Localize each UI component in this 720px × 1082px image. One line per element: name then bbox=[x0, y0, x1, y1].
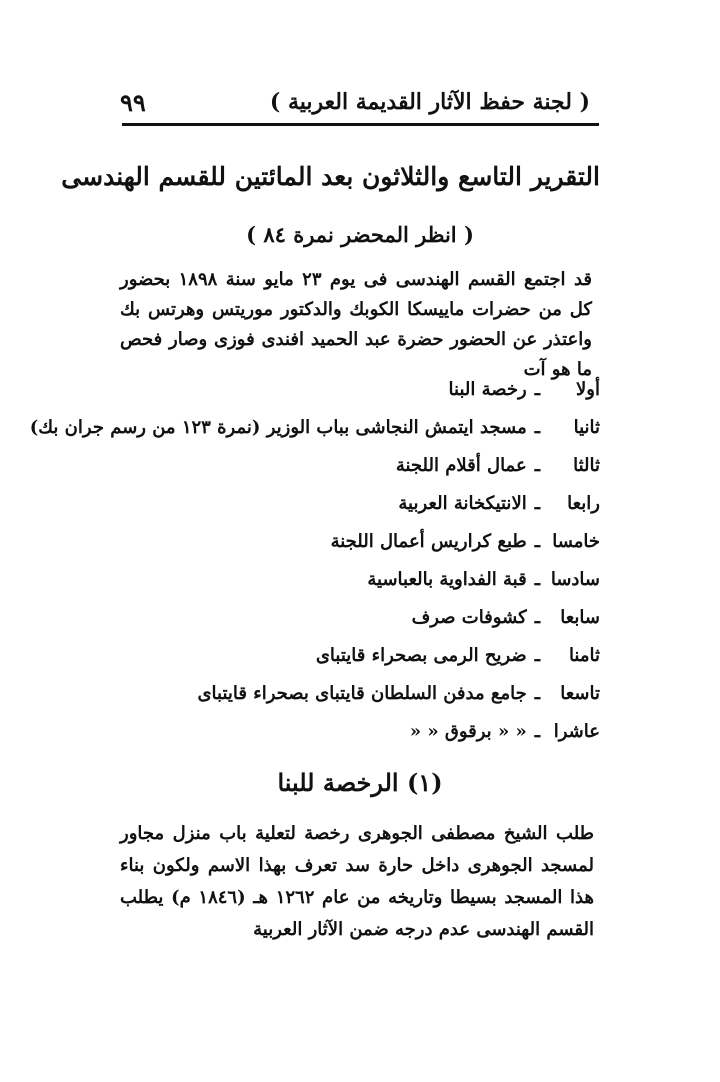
agenda-item-number: عاشرا bbox=[553, 720, 600, 742]
agenda-item-text: عمال أقلام اللجنة bbox=[395, 454, 527, 476]
agenda-item bbox=[130, 712, 600, 750]
running-header bbox=[120, 84, 590, 120]
report-reference: ( انظر المحضر نمرة ٨٤ ) bbox=[246, 222, 474, 247]
agenda-item-number: رابعا bbox=[567, 492, 600, 514]
section-body bbox=[120, 818, 594, 946]
agenda-item-number: ثالثا bbox=[573, 454, 600, 476]
page-number: ٩٩ bbox=[120, 87, 146, 117]
running-title: ( لجنة حفظ الآثار القديمة العربية ) bbox=[269, 89, 590, 115]
agenda-dash: ـ bbox=[534, 720, 540, 742]
agenda-dash: ـ bbox=[534, 682, 540, 704]
agenda-item-number: أولا bbox=[576, 378, 600, 400]
agenda-item-text: « « برقوق « « bbox=[409, 720, 527, 742]
section-body-text: طلب الشيخ مصطفى الجوهرى رخصة لتعلية باب منزل مجاور لمسجد الجوهرى داخل حارة سد تعرف بهذا الاسم ولكون بناء هذا المسجد بسيطا وتاريخه من عام ١٢٦٢ هـ (١٨٤٦ م) يطلب القسم الهندسى عدم درجه ضمن الآثار العربية bbox=[120, 823, 594, 940]
section-heading: (١) الرخصة للبنا bbox=[277, 768, 443, 797]
agenda-item-text: مسجد ايتمش النجاشى بباب الوزير (نمرة ١٢٣ من رسم جران بك) bbox=[29, 416, 527, 438]
agenda-item bbox=[130, 598, 600, 636]
agenda-dash: ـ bbox=[534, 606, 540, 628]
agenda-item bbox=[29, 408, 600, 446]
agenda-item bbox=[130, 636, 600, 674]
intro-text: قد اجتمع القسم الهندسى فى يوم ٢٣ مايو سنة ١٨٩٨ بحضور كل من حضرات ماييسكا الكوبك والدكتور موريتس وهرتس بك واعتذر عن الحضور حضرة عبد الحميد افندى فوزى وصار فحص ما هو آت bbox=[120, 269, 592, 380]
agenda-item-number: سابعا bbox=[560, 606, 600, 628]
agenda-dash: ـ bbox=[534, 378, 540, 400]
header-rule bbox=[122, 123, 599, 126]
agenda-dash: ـ bbox=[534, 568, 540, 590]
agenda-item-number: سادسا bbox=[550, 568, 600, 590]
agenda-dash: ـ bbox=[534, 492, 540, 514]
agenda-item-text: ضريح الرمى بصحراء قايتباى bbox=[315, 644, 527, 666]
agenda-item-text: كشوفات صرف bbox=[411, 606, 527, 628]
agenda-item bbox=[130, 522, 600, 560]
agenda-item-text: رخصة البنا bbox=[448, 378, 527, 400]
agenda-item bbox=[130, 484, 600, 522]
agenda-item-text: طبع كراريس أعمال اللجنة bbox=[330, 530, 527, 552]
agenda-list bbox=[29, 370, 600, 750]
agenda-item-number: تاسعا bbox=[560, 682, 600, 704]
agenda-dash: ـ bbox=[534, 644, 540, 666]
report-title: التقرير التاسع والثلاثون بعد المائتين للقسم الهندسى bbox=[61, 162, 600, 191]
agenda-item bbox=[130, 674, 600, 712]
agenda-item-number: ثامنا bbox=[568, 644, 600, 666]
agenda-item-number: خامسا bbox=[552, 530, 600, 552]
agenda-item bbox=[130, 370, 600, 408]
agenda-item bbox=[130, 560, 600, 598]
agenda-item-text: جامع مدفن السلطان قايتباى بصحراء قايتباى bbox=[197, 682, 527, 704]
agenda-item-number: ثانيا bbox=[573, 416, 600, 438]
agenda-dash: ـ bbox=[534, 416, 540, 438]
intro-paragraph bbox=[120, 265, 592, 385]
agenda-item bbox=[130, 446, 600, 484]
agenda-item-text: قبة الفداوية بالعباسية bbox=[367, 568, 527, 590]
agenda-dash: ـ bbox=[534, 530, 540, 552]
agenda-item-text: الانتيكخانة العربية bbox=[398, 492, 527, 514]
agenda-dash: ـ bbox=[534, 454, 540, 476]
